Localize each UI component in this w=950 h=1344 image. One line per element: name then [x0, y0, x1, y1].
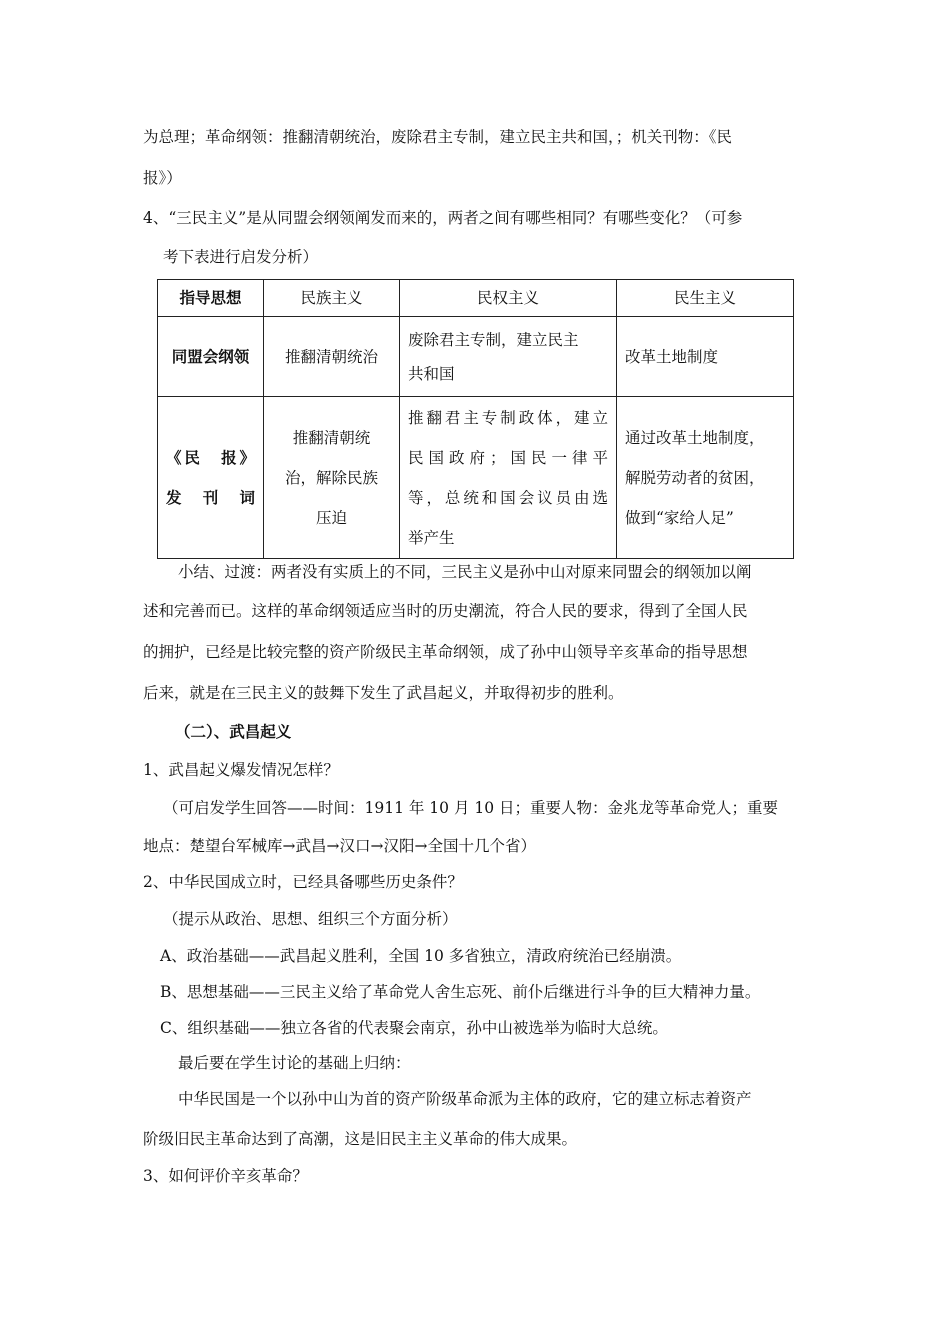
table-row — [158, 317, 794, 397]
hint-line: （提示从政治、思想、组织三个方面分析） — [163, 910, 458, 928]
text-line: 考下表进行启发分析） — [163, 248, 319, 266]
table-cell: 推翻清朝统治 — [264, 317, 400, 397]
answer-line: 地点：楚望台军械库→武昌→汉口→汉阳→全国十几个省） — [143, 837, 536, 855]
answer-b: B、思想基础——三民主义给了革命党人舍生忘死、前仆后继进行斗争的巨大精神力量。 — [160, 983, 761, 1001]
summary-line: 述和完善而已。这样的革命纲领适应当时的历史潮流，符合人民的要求，得到了全国人民 — [143, 602, 748, 620]
cell-line: 等，总统和国会议员由选 — [408, 488, 608, 507]
question-2: 2、中华民国成立时，已经具备哪些历史条件？ — [143, 873, 463, 891]
question-1: 1、武昌起义爆发情况怎样？ — [143, 761, 339, 779]
question-4: 4、“三民主义”是从同盟会纲领阐发而来的，两者之间有哪些相同？有哪些变化？（可参 — [143, 209, 743, 227]
text-line: 报》） — [143, 169, 182, 187]
text-line: 为总理；革命纲领：推翻清朝统治，废除君主专制，建立民主共和国，；机关刊物：《民 — [143, 128, 733, 146]
table-cell — [400, 317, 617, 397]
section-heading: （二）、武昌起义 — [175, 723, 292, 741]
cell-line: 通过改革土地制度， — [625, 428, 765, 447]
table-header-cell: 指导思想 — [158, 280, 264, 317]
cell-line: 治，解除民族 — [284, 468, 378, 487]
summary-line: 后来，就是在三民主义的鼓舞下发生了武昌起义，并取得初步的胜利。 — [143, 684, 624, 702]
table-header-cell: 民族主义 — [264, 280, 400, 317]
table-cell — [264, 397, 400, 559]
question-3: 3、如何评价辛亥革命？ — [143, 1167, 308, 1185]
cell-line: 民国政府；国民一律平 — [408, 448, 608, 467]
table-header-cell: 民权主义 — [400, 280, 617, 317]
answer-c: C、组织基础——独立各省的代表聚会南京，孙中山被选举为临时大总统。 — [160, 1019, 668, 1037]
text-line: 最后要在学生讨论的基础上归纳： — [178, 1054, 411, 1072]
cell-line: 举产生 — [408, 528, 455, 547]
cell-line: 解脱劳动者的贫困， — [625, 468, 765, 487]
table-row — [158, 397, 794, 559]
table-row-label — [158, 397, 264, 559]
comparison-table — [157, 279, 794, 559]
answer-a: A、政治基础——武昌起义胜利，全国 10 多省独立，清政府统治已经崩溃。 — [160, 947, 682, 965]
cell-line: 共和国 — [408, 364, 455, 383]
table-cell: 改革土地制度 — [617, 317, 794, 397]
text-line: 阶级旧民主革命达到了高潮，这是旧民主主义革命的伟大成果。 — [143, 1130, 578, 1148]
table-header-cell: 民生主义 — [617, 280, 794, 317]
cell-line: 压迫 — [315, 508, 347, 527]
table-cell — [617, 397, 794, 559]
table-header-row — [158, 280, 794, 317]
summary-line: 的拥护，已经是比较完整的资产阶级民主革命纲领，成了孙中山领导辛亥革命的指导思想 — [143, 643, 748, 661]
answer-line: （可启发学生回答——时间：1911 年 10 月 10 日；重要人物：金兆龙等革命党人；重要 — [163, 799, 779, 817]
cell-line: 推翻君主专制政体，建立 — [408, 408, 608, 427]
cell-line: 发 刊 词 — [166, 488, 255, 507]
table-row-label: 同盟会纲领 — [158, 317, 264, 397]
cell-line: 废除君主专制，建立民主 — [408, 330, 579, 349]
summary-line: 小结、过渡：两者没有实质上的不同，三民主义是孙中山对原来同盟会的纲领加以阐 — [178, 563, 752, 581]
cell-line: 做到“家给人足” — [625, 508, 734, 527]
cell-line: 推翻清朝统 — [292, 428, 371, 447]
cell-line: 《民 报》 — [166, 448, 255, 467]
table-cell — [400, 397, 617, 559]
text-line: 中华民国是一个以孙中山为首的资产阶级革命派为主体的政府，它的建立标志着资产 — [178, 1090, 752, 1108]
